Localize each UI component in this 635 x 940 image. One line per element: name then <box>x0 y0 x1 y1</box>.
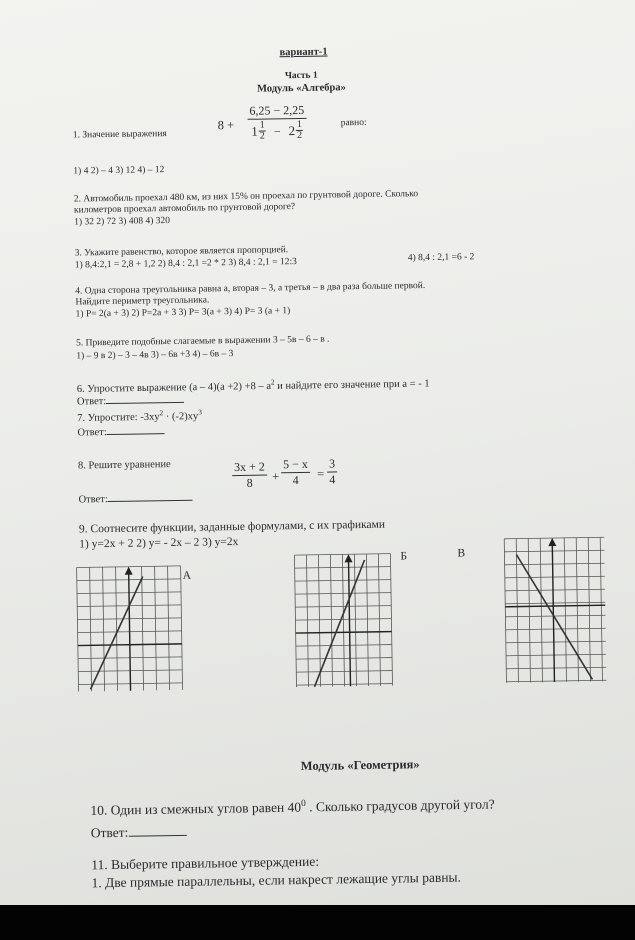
q1-label: 1. Значение выражения <box>72 129 167 141</box>
graph-a <box>75 564 185 694</box>
q10-answer-label: Ответ: <box>90 824 129 841</box>
graph-v-label: В <box>457 547 466 560</box>
q6-text-b: и найдите его значение при a = - 1 <box>274 378 430 392</box>
q10-answer-blank[interactable] <box>128 835 186 837</box>
q11-line2: 1. Две прямые параллельны, если накрест лежащие углы равны. <box>91 869 462 891</box>
q10-text <box>90 797 494 817</box>
graph-a-axis-arrow <box>125 567 133 575</box>
bottom-black-bar <box>0 905 635 940</box>
q4-line2: Найдите периметр треугольника. <box>75 295 210 308</box>
q2-line2: километров проехал автомобиль по грунтовой дороге? <box>73 202 296 216</box>
q8-fraction-2-den: 4 <box>292 472 299 487</box>
graph-b-grid <box>294 554 392 687</box>
q2-options: 1) 32 2) 72 3) 408 4) 320 <box>74 216 171 228</box>
q8-fraction-1-den: 8 <box>246 475 253 490</box>
q1-mixed-1-whole: 1 <box>251 123 258 139</box>
q1-mixed-2-whole: 2 <box>288 122 296 138</box>
graph-v-x-axis <box>505 605 605 607</box>
q10-text-a: 10. Один из смежных углов равен 40 <box>90 799 302 818</box>
q6-text <box>77 376 430 396</box>
q8-fraction-1-num: 3x + 2 <box>232 461 267 476</box>
q7-text-a: 7. Упростите: -3xy <box>77 411 160 425</box>
q8-fraction-3-num: 3 <box>327 457 337 472</box>
q10-answer-line <box>91 825 187 840</box>
graph-a-y-axis <box>129 571 131 691</box>
q9-functions: 1) y=2x + 2 2) y= - 2x – 2 3) y=2x <box>79 535 239 551</box>
q1-denominator <box>249 118 305 142</box>
part-title: Часть 1 <box>284 70 318 82</box>
q10-degree: 0 <box>300 798 306 810</box>
q7-exponent-2: 3 <box>198 407 202 417</box>
q6-answer-label: Ответ: <box>76 396 107 408</box>
q8-fraction-1 <box>232 461 267 490</box>
q8-fraction-3-den: 4 <box>329 472 336 487</box>
graph-b-x-axis <box>296 632 392 634</box>
q1-lead: 8 + <box>217 118 235 133</box>
q8-answer-line <box>78 494 192 506</box>
q1-mixed-2-den: 2 <box>297 130 303 142</box>
graph-b-axis-arrow <box>344 554 352 562</box>
q1-mixed-1-den: 2 <box>259 130 265 142</box>
graph-v-y-axis <box>552 542 554 682</box>
q8-fraction-3 <box>327 457 337 485</box>
q7-exponent-1: 2 <box>159 408 164 418</box>
q1-numerator: 6,25 − 2,25 <box>247 104 306 120</box>
q8-plus: + <box>272 469 280 484</box>
q11-line1: 11. Выберите правильное утверждение: <box>91 853 320 873</box>
q9-line1: 9. Соотнесите функции, заданные формулами, с их графиками <box>78 518 386 536</box>
q1-mixed-1-num: 1 <box>259 119 265 131</box>
graph-v <box>502 535 608 685</box>
graph-b-line <box>313 560 367 687</box>
q8-answer-blank[interactable] <box>108 500 193 502</box>
q3-options: 1) 8,4:2,1 = 2,8 + 1,2 2) 8,4 : 2,1 =2 * 2 3) 8,4 : 2,1 = 12:3 <box>74 257 297 271</box>
q8-fraction-2 <box>281 458 310 487</box>
q7-answer-blank[interactable] <box>107 433 165 435</box>
graph-a-label: А <box>182 569 192 582</box>
q1-options: 1) 4 2) – 4 3) 12 4) – 12 <box>73 165 165 177</box>
q8-fraction-2-num: 5 − x <box>281 458 310 473</box>
q3-option4: 4) 8,4 : 2,1 =6 - 2 <box>407 252 475 264</box>
q1-den-minus: − <box>273 124 281 139</box>
q6-answer-blank[interactable] <box>106 402 184 404</box>
q6-text-a: 6. Упростите выражение (a – 4)(a +2) +8 – a <box>76 380 272 396</box>
q1-tail: равно: <box>340 117 367 129</box>
q1-mixed-2 <box>288 120 303 142</box>
q7-text <box>77 409 202 425</box>
q7-answer-line <box>77 427 164 439</box>
q6-exponent: 2 <box>270 377 275 387</box>
q2-line1: 2. Автомобиль проехал 480 км, из них 15% он проехал по грунтовой дороге. Сколько <box>73 189 419 205</box>
q8-equals: = <box>317 466 325 481</box>
q1-main-fraction <box>247 104 306 143</box>
q1-mixed-2-num: 1 <box>296 118 303 130</box>
q6-answer-line <box>77 396 184 408</box>
q4-options: 1) P= 2(a + 3) 2) P=2a + 3 3) P= 3(a + 3) 4) P= 3 (a + 1) <box>75 306 291 320</box>
variant-title: вариант-1 <box>279 46 328 59</box>
graph-v-axis-arrow <box>548 538 556 546</box>
module-algebra-title: Модуль «Алгебра» <box>257 82 346 95</box>
graph-b <box>292 552 394 690</box>
q4-line1: 4. Одна сторона треугольника равна a, вторая – 3, а третья – в два раза больше первой. <box>75 281 426 297</box>
module-geometry-title: Модуль «Геометрия» <box>300 757 420 774</box>
graph-b-label: Б <box>400 550 408 563</box>
q5-options: 1) – 9 в 2) – 3 – 4в 3) – 6в +3 4) – 6в – 3 <box>76 349 234 362</box>
q7-answer-label: Ответ: <box>77 427 107 439</box>
q5-line1: 5. Приведите подобные слагаемые в выражении 3 – 5в – 6 – в . <box>76 334 330 349</box>
q10-text-b: . Сколько градусов другой угол? <box>305 796 495 815</box>
q8-label: 8. Решите уравнение <box>77 459 171 472</box>
q8-answer-label: Ответ: <box>78 494 108 506</box>
graph-b-y-axis <box>348 558 350 686</box>
q1-mixed-1 <box>251 120 266 142</box>
q3-line1: 3. Укажите равенство, которое является пропорцией. <box>74 245 289 259</box>
q7-text-b: · (-2)xy <box>163 411 199 423</box>
